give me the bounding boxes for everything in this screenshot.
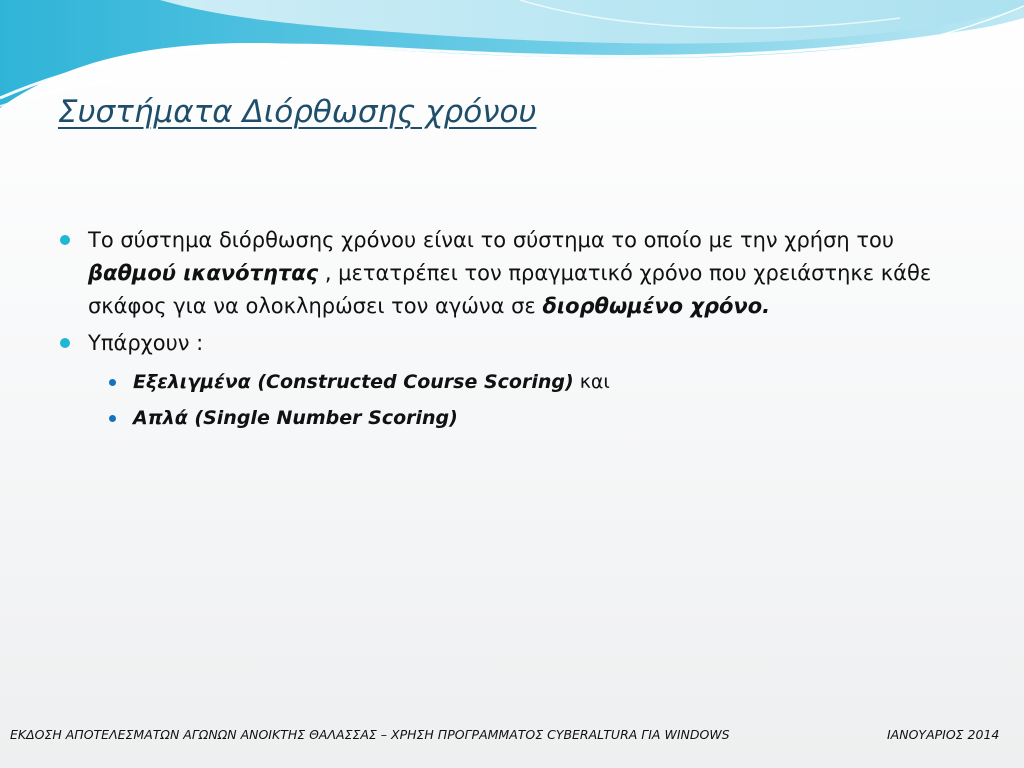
sub-bullet-dot-icon bbox=[109, 379, 116, 386]
bullet-item-types bbox=[88, 327, 968, 360]
sub-bullet-emphasis: Εξελιγμένα (Constructed Course Scoring) bbox=[133, 371, 574, 393]
sub-bullet-text: και bbox=[573, 371, 610, 393]
sub-bullet-list bbox=[133, 364, 968, 436]
sub-bullet-item bbox=[133, 364, 968, 400]
emphasis-term: βαθμού ικανότητας bbox=[88, 261, 319, 285]
sub-bullet-emphasis: Απλά (Single Number Scoring) bbox=[133, 407, 458, 429]
sub-bullet-dot-icon bbox=[109, 415, 116, 422]
bullet-text: Το σύστημα διόρθωσης χρόνου είναι το σύστημα το οποίο με την χρήση του bbox=[88, 228, 895, 252]
bullet-text: , μετατρέπει τον πραγματικό χρόνο που χρειάστηκε κάθε σκάφος για να ολοκληρώσει τον αγώνα σε bbox=[88, 261, 932, 318]
bullet-list bbox=[88, 224, 968, 436]
bullet-dot-icon bbox=[60, 235, 70, 245]
bullet-item-definition bbox=[88, 224, 968, 323]
bullet-text: Υπάρχουν : bbox=[88, 331, 204, 355]
sub-bullet-item bbox=[133, 400, 968, 436]
bullet-dot-icon bbox=[60, 338, 70, 348]
footer-date: ΙΑΝΟΥΑΡΙΟΣ 2014 bbox=[887, 727, 1000, 742]
bullet-end-punctuation: . bbox=[762, 294, 771, 318]
footer-text: ΕΚΔΟΣΗ ΑΠΟΤΕΛΕΣΜΑΤΩΝ ΑΓΩΝΩΝ ΑΝΟΙΚΤΗΣ ΘΑΛΑΣΣΑΣ – ΧΡΗΣΗ ΠΡΟΓΡΑΜΜΑΤΟΣ CYBERALTURA ΓΙΑ WINDOWS bbox=[10, 727, 730, 742]
emphasis-term: διορθωμένο χρόνο bbox=[542, 294, 763, 318]
slide-title: Συστήματα Διόρθωσης χρόνου bbox=[58, 94, 537, 130]
